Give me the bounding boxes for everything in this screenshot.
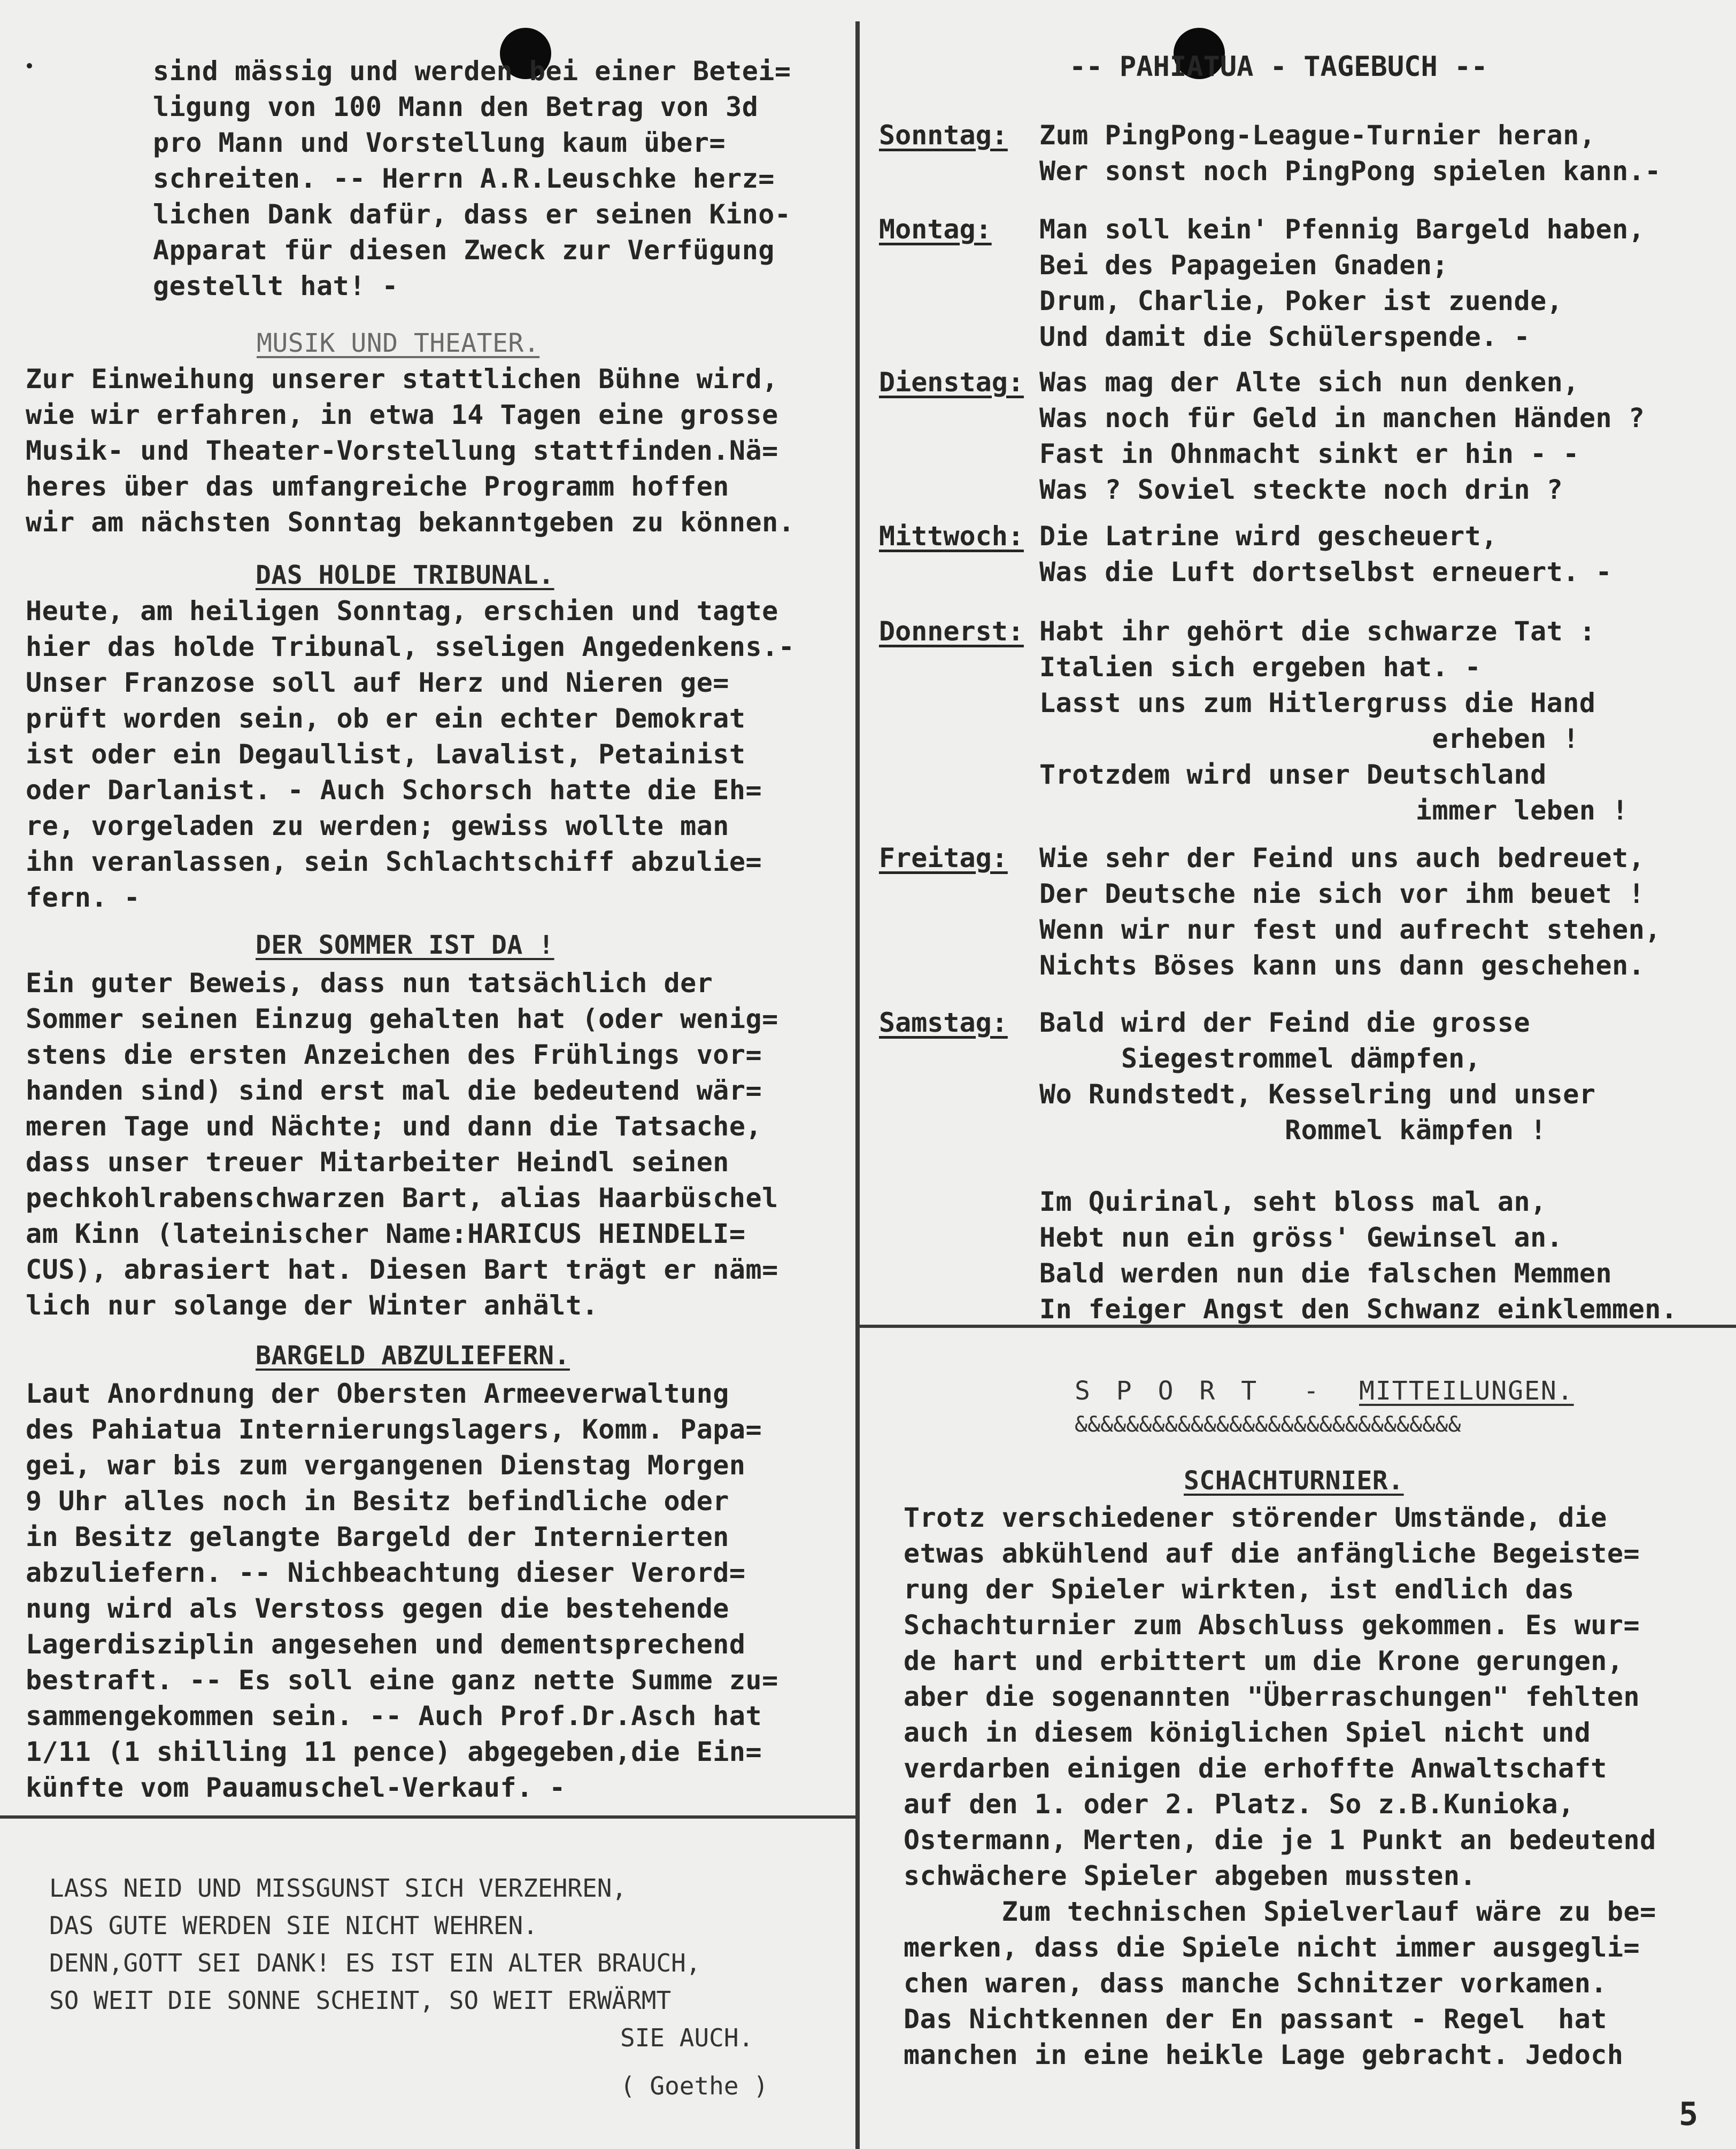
tribunal-text-line: ist oder ein Degaullist, Lavalist, Petainist <box>26 739 746 770</box>
day-label: Freitag: <box>879 842 1008 873</box>
bargeld-text-line: Lagerdisziplin angesehen und dementsprechend <box>26 1629 746 1660</box>
sommer-text-line: Ein guter Beweis, dass nun tatsächlich der <box>26 968 713 999</box>
tagebuch-verse-line: Was die Luft dortselbst erneuert. - <box>1039 556 1612 588</box>
sommer-text-line: handen sind) sind erst mal die bedeutend wär= <box>26 1075 762 1106</box>
schach-text-line: Ostermann, Merten, die je 1 Punkt an bedeutend <box>904 1825 1656 1856</box>
schach-text-line: Schachturnier zum Abschluss gekommen. Es wur= <box>904 1610 1640 1641</box>
tagebuch-verse-line: Der Deutsche nie sich vor ihm beuet ! <box>1039 878 1645 909</box>
bargeld-text-line: bestraft. -- Es soll eine ganz nette Summe zu= <box>26 1665 778 1696</box>
tagebuch-verse-line: Und damit die Schülerspende. - <box>1039 321 1531 352</box>
schach-text-line: etwas abkühlend auf die anfängliche Begeiste= <box>904 1538 1640 1569</box>
schach-text-line: auch in diesem königlichen Spiel nicht und <box>904 1717 1591 1748</box>
quote-author: ( Goethe ) <box>620 2071 768 2100</box>
sommer-text-line: stens die ersten Anzeichen des Frühlings vor= <box>26 1039 762 1070</box>
musik-text-line: Zur Einweihung unserer stattlichen Bühne wird, <box>26 364 778 395</box>
musik-text-line: wir am nächsten Sonntag bekanntgeben zu können. <box>26 507 795 538</box>
day-label: Mittwoch: <box>879 521 1024 552</box>
right-column <box>861 0 1736 2149</box>
bargeld-text-line: 9 Uhr alles noch in Besitz befindliche oder <box>26 1486 729 1517</box>
tribunal-text-line: Unser Franzose soll auf Herz und Nieren ge= <box>26 667 729 698</box>
section-heading-schach: SCHACHTURNIER. <box>1184 1466 1404 1496</box>
musik-text-line: wie wir erfahren, in etwa 14 Tagen eine grosse <box>26 399 778 430</box>
day-label: Samstag: <box>879 1007 1008 1038</box>
tagebuch-verse-line: Zum PingPong-League-Turnier heran, <box>1039 120 1596 151</box>
tagebuch-verse-line: Wie sehr der Feind uns auch bedreuet, <box>1039 842 1645 873</box>
schach-text-line: Trotz verschiedener störender Umstände, die <box>904 1502 1607 1533</box>
tagebuch-verse-line: Habt ihr gehört die schwarze Tat : <box>1039 616 1596 647</box>
quote-line-last: SIE AUCH. <box>620 2023 754 2052</box>
tagebuch-verse-line: erheben ! <box>1039 723 1579 754</box>
schach-text-line: Das Nichtkennen der En passant - Regel hat <box>904 2004 1607 2035</box>
bargeld-text-line: sammengekommen sein. -- Auch Prof.Dr.Asch hat <box>26 1700 762 1731</box>
sommer-text-line: pechkohlrabenschwarzen Bart, alias Haarbüschel <box>26 1182 778 1213</box>
quote-line: DAS GUTE WERDEN SIE NICHT WEHREN. <box>49 1911 538 1940</box>
sport-hash-rule: &&&&&&&&&&&&&&&&&&&&&&&&&&&&&& <box>1075 1412 1461 1437</box>
quote-line: DENN,GOTT SEI DANK! ES IST EIN ALTER BRAUCH, <box>49 1949 701 1977</box>
sommer-text-line: CUS), abrasiert hat. Diesen Bart trägt er näm= <box>26 1254 778 1285</box>
schach-text-line: rung der Spieler wirkten, ist endlich das <box>904 1574 1575 1605</box>
tagebuch-verse-line: Wenn wir nur fest und aufrecht stehen, <box>1039 914 1661 945</box>
tagebuch-verse-line: Wer sonst noch PingPong spielen kann.- <box>1039 156 1661 187</box>
schach-text-line: schwächere Spieler abgeben mussten. <box>904 1860 1477 1891</box>
musik-text-line: heres über das umfangreiche Programm hoffen <box>26 471 729 502</box>
schach-text-line: manchen in eine heikle Lage gebracht. Jedoch <box>904 2039 1624 2070</box>
tagebuch-verse-line: Siegestrommel dämpfen, <box>1039 1043 1482 1074</box>
schach-text-line: Zum technischen Spielverlauf wäre zu be= <box>904 1896 1656 1927</box>
tribunal-text-line: prüft worden sein, ob er ein echter Demokrat <box>26 703 746 734</box>
tagebuch-verse-line: Bei des Papageien Gnaden; <box>1039 250 1449 281</box>
sport-title-underlined: MITTEILUNGEN. <box>1359 1376 1574 1406</box>
sommer-text-line: am Kinn (lateinischer Name:HARICUS HEINDELI= <box>26 1218 746 1249</box>
tribunal-text-line: hier das holde Tribunal, sseligen Angedenkens.- <box>26 631 795 662</box>
page-number: 5 <box>1679 2096 1699 2133</box>
tribunal-text-line: re, vorgeladen zu werden; gewiss wollte man <box>26 810 729 841</box>
tagebuch-verse-line: Trotzdem wird unser Deutschland <box>1039 759 1547 790</box>
quote-line: LASS NEID UND MISSGUNST SICH VERZEHREN, <box>49 1874 627 1903</box>
intro-text-line: schreiten. -- Herrn A.R.Leuschke herz= <box>153 163 775 194</box>
tagebuch-verse-line: Lasst uns zum Hitlergruss die Hand <box>1039 687 1596 718</box>
tagebuch-verse-line: Wo Rundstedt, Kesselring und unser <box>1039 1079 1596 1110</box>
tagebuch-verse-line: Man soll kein' Pfennig Bargeld haben, <box>1039 214 1645 245</box>
schach-text-line: verdarben einigen die erhoffte Anwaltschaft <box>904 1753 1607 1784</box>
tagebuch-verse-line: Drum, Charlie, Poker ist zuende, <box>1039 285 1563 316</box>
tagebuch-title: -- PAHIATUA - TAGEBUCH -- <box>1069 51 1488 83</box>
tagebuch-verse-line: Die Latrine wird gescheuert, <box>1039 521 1498 552</box>
schach-text-line: chen waren, dass manche Schnitzer vorkamen. <box>904 1968 1607 1999</box>
tagebuch-verse-line: Bald wird der Feind die grosse <box>1039 1007 1531 1038</box>
tagebuch-verse-line: Bald werden nun die falschen Memmen <box>1039 1258 1612 1289</box>
tribunal-text-line: Heute, am heiligen Sonntag, erschien und tagte <box>26 596 778 627</box>
bargeld-text-line: abzuliefern. -- Nichbeachtung dieser Verord= <box>26 1557 746 1588</box>
intro-text-line: sind mässig und werden bei einer Betei= <box>153 56 791 87</box>
bargeld-text-line: gei, war bis zum vergangenen Dienstag Morgen <box>26 1450 746 1481</box>
intro-text-line: ligung von 100 Mann den Betrag von 3d <box>153 91 759 122</box>
sommer-text-line: Sommer seinen Einzug gehalten hat (oder wenig= <box>26 1003 778 1034</box>
tagebuch-verse-line: Fast in Ohnmacht sinkt er hin - - <box>1039 438 1579 469</box>
day-label: Montag: <box>879 214 992 245</box>
bargeld-text-line: Laut Anordnung der Obersten Armeeverwaltung <box>26 1378 729 1409</box>
day-label: Donnerst: <box>879 616 1024 647</box>
tribunal-text-line: oder Darlanist. - Auch Schorsch hatte die Eh= <box>26 775 762 806</box>
musik-text-line: Musik- und Theater-Vorstellung stattfinden.Nä= <box>26 435 778 466</box>
tribunal-text-line: ihn veranlassen, sein Schlachtschiff abzulie= <box>26 846 762 877</box>
schach-text-line: auf den 1. oder 2. Platz. So z.B.Kunioka, <box>904 1789 1575 1820</box>
quote-line: SO WEIT DIE SONNE SCHEINT, SO WEIT ERWÄRMT <box>49 1986 672 2015</box>
sport-title: S P O R T - <box>1075 1376 1366 1406</box>
intro-text-line: pro Mann und Vorstellung kaum über= <box>153 127 726 158</box>
section-heading-bargeld: BARGELD ABZULIEFERN. <box>256 1341 570 1371</box>
bargeld-text-line: nung wird als Verstoss gegen die bestehende <box>26 1593 729 1624</box>
tagebuch-verse-line: Hebt nun ein gröss' Gewinsel an. <box>1039 1222 1563 1253</box>
sommer-text-line: lich nur solange der Winter anhält. <box>26 1290 599 1321</box>
tagebuch-verse-line: Italien sich ergeben hat. - <box>1039 652 1482 683</box>
sommer-text-line: dass unser treuer Mitarbeiter Heindl seinen <box>26 1147 729 1178</box>
tribunal-text-line: fern. - <box>26 882 141 913</box>
tagebuch-verse-line: Was ? Soviel steckte noch drin ? <box>1039 474 1563 505</box>
day-label: Sonntag: <box>879 120 1008 151</box>
intro-text-line: lichen Dank dafür, dass er seinen Kino- <box>153 199 791 230</box>
bargeld-text-line: des Pahiatua Internierungslagers, Komm. Papa= <box>26 1414 762 1445</box>
schach-text-line: de hart und erbittert um die Krone gerungen, <box>904 1645 1624 1676</box>
tagebuch-verse-line: Was mag der Alte sich nun denken, <box>1039 367 1579 398</box>
sommer-text-line: meren Tage und Nächte; und dann die Tatsache, <box>26 1111 762 1142</box>
tagebuch-verse-line: In feiger Angst den Schwanz einklemmen. <box>1039 1294 1678 1325</box>
tagebuch-verse-line: Rommel kämpfen ! <box>1039 1115 1547 1146</box>
tagebuch-verse-line: immer leben ! <box>1039 795 1629 826</box>
bargeld-text-line: künfte vom Pauamuschel-Verkauf. - <box>26 1772 566 1803</box>
section-heading-musik: MUSIK UND THEATER. <box>257 328 540 358</box>
section-heading-tribunal: DAS HOLDE TRIBUNAL. <box>256 560 554 590</box>
tagebuch-verse-line: Was noch für Geld in manchen Händen ? <box>1039 403 1645 434</box>
column-divider <box>855 21 860 2149</box>
tagebuch-verse-line: Im Quirinal, seht bloss mal an, <box>1039 1186 1547 1217</box>
bargeld-text-line: 1/11 (1 shilling 11 pence) abgegeben,die Ein= <box>26 1736 762 1767</box>
bargeld-text-line: in Besitz gelangte Bargeld der Internierten <box>26 1521 729 1552</box>
schach-text-line: aber die sogenannten "Überraschungen" fehlten <box>904 1681 1640 1712</box>
day-label: Dienstag: <box>879 367 1024 398</box>
schach-text-line: merken, dass die Spiele nicht immer ausgegli= <box>904 1932 1640 1963</box>
intro-text-line: Apparat für diesen Zweck zur Verfügung <box>153 235 775 266</box>
tagebuch-verse-line: Nichts Böses kann uns dann geschehen. <box>1039 950 1645 981</box>
section-heading-sommer: DER SOMMER IST DA ! <box>256 930 554 960</box>
left-column <box>0 0 855 2149</box>
intro-text-line: gestellt hat! - <box>153 270 399 302</box>
